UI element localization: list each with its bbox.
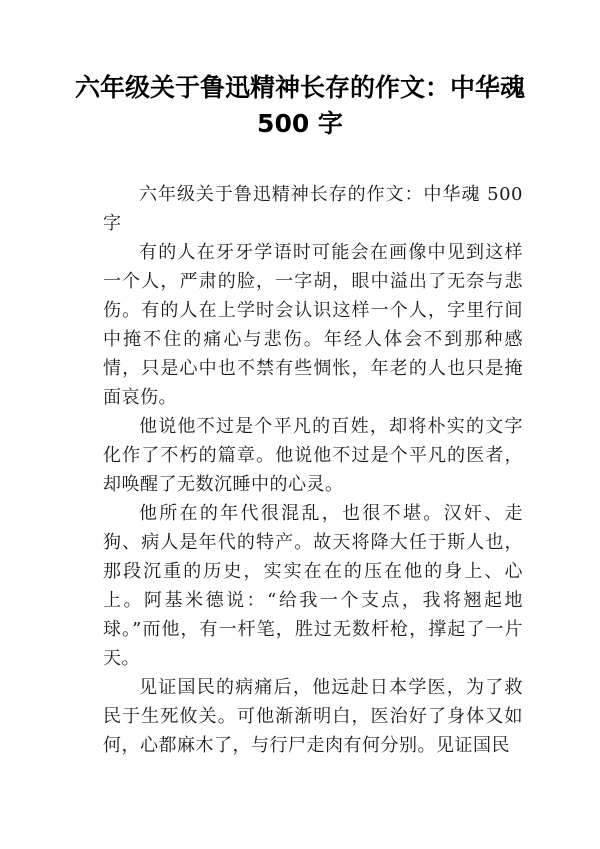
document-title: 六年级关于鲁迅精神长存的作文：中华魂 500 字	[74, 73, 525, 138]
paragraph: 有的人在牙牙学语时可能会在画像中见到这样一个人，严肃的脸，一字胡，眼中溢出了无奈与悲伤。有的人在上学时会认识这样一个人，字里行间中掩不住的痛心与悲伤。年经人体会不到那种感情，只是心中也不禁有些惆怅，年老的人也只是掩面哀伤。	[103, 242, 523, 408]
paragraph: 见证国民的病痛后，他远赴日本学医，为了救民于生死攸关。可他渐渐明白，医治好了身体又如何，心都麻木了，与行尸走肉有何分别。见证国民	[103, 677, 523, 756]
document-body	[103, 180, 523, 760]
paragraph: 他说他不过是个平凡的百姓，却将朴实的文字化作了不朽的篇章。他说他不过是个平凡的医者，却唤醒了无数沉睡中的心灵。	[103, 416, 523, 495]
paragraph: 六年级关于鲁迅精神长存的作文：中华魂 500 字	[103, 184, 523, 234]
paragraph: 他所在的年代很混乱，也很不堪。汉奸、走狗、病人是年代的特产。故天将降大任于斯人也，那段沉重的历史，实实在在的压在他的身上、心上。阿基米德说：“给我一个支点，我将翘起地球。”而他，有一杆笔，胜过无数杆枪，撑起了一片天。	[103, 503, 523, 669]
